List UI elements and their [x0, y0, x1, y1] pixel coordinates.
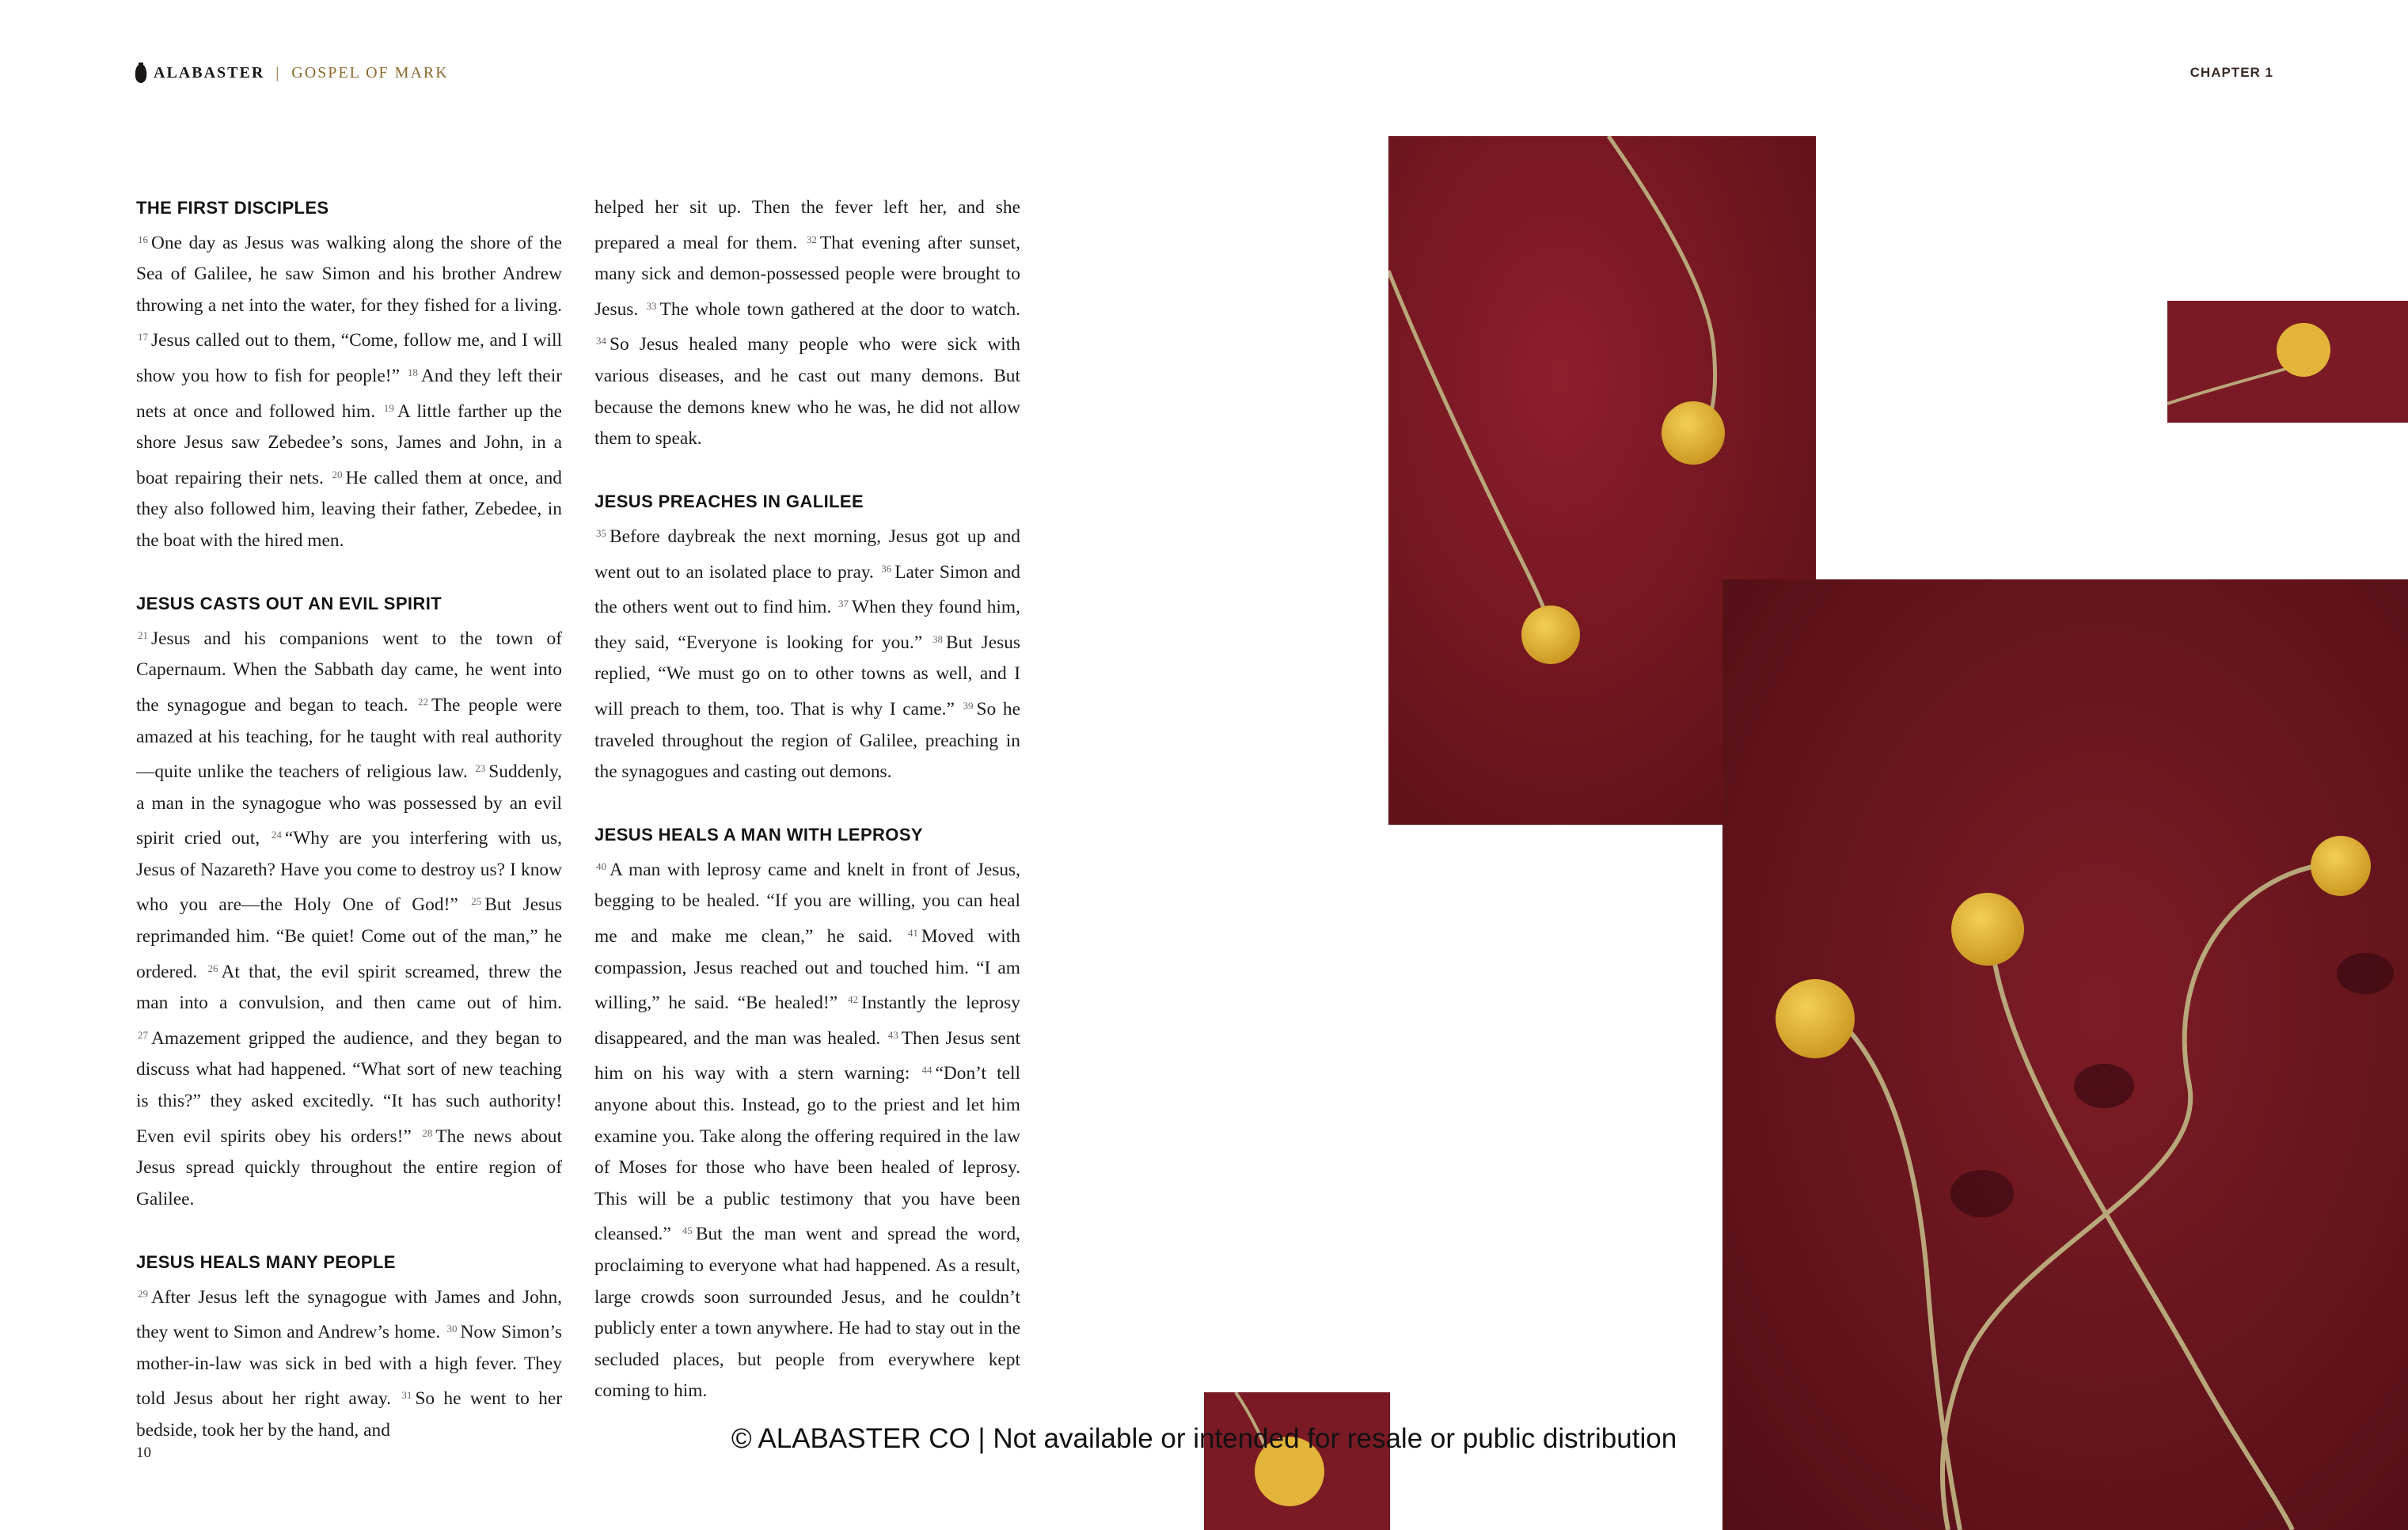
book-title: GOSPEL OF MARK	[291, 63, 449, 82]
verse-text: So he went to her bedside, took her by the hand, and	[136, 1388, 563, 1441]
page-number: 10	[136, 1445, 151, 1461]
verse-text: One day as Jesus was walking along the shore of the Sea of Galilee, he saw Simon and his brother Andrew throwing a net into the water, for they fished for a living.	[136, 232, 562, 316]
verse-text: The people were amazed at his teaching, for he taught with real authority—quite unlike the teachers of religious law.	[136, 694, 562, 783]
brand-name: ALABASTER	[154, 63, 265, 82]
chapter-label: CHAPTER 1	[2190, 65, 2273, 80]
verse-number: 45	[682, 1224, 693, 1237]
watermark: © ALABASTER CO | Not available or intended for resale or public distribution	[731, 1423, 1677, 1454]
verse-text: A man with leprosy came and knelt in front of Jesus, begging to be healed. “If you are willing, you can heal me and make me clean,” he said.	[594, 859, 1020, 947]
verse-text: The whole town gathered at the door to watch.	[659, 298, 1020, 320]
scripture-paragraph	[594, 518, 1020, 788]
header-brand	[135, 62, 449, 84]
verse-text: Before daybreak the next morning, Jesus got up and went out to an isolated place to pray.	[594, 526, 1020, 583]
verse-number: 21	[138, 628, 148, 641]
flower-photo-bottom	[1204, 1392, 1390, 1530]
verse-number: 25	[471, 895, 482, 908]
verse-text: Moved with compassion, Jesus reached out and touched him. “I am willing,” he said. “Be healed!”	[594, 926, 1020, 1014]
verse-number: 36	[881, 562, 892, 575]
verse-number: 43	[887, 1028, 898, 1041]
verse-text: Amazement gripped the audience, and they began to discuss what had happened. “What sort of new teaching is this?” they asked excitedly. “It has such authority! Even evil spirits obey his orders!”	[136, 1027, 562, 1147]
section-heading: JESUS CASTS OUT AN EVIL SPIRIT	[136, 594, 442, 614]
verse-number: 18	[407, 366, 418, 378]
text-column-right	[594, 192, 1020, 1407]
verse-text: That evening after sunset, many sick and demon-possessed people were brought to Jesus.	[594, 232, 1020, 320]
verse-text: The news about Jesus spread quickly throughout the entire region of Galilee.	[136, 1126, 562, 1209]
verse-number: 27	[138, 1028, 148, 1041]
verse-text: helped her sit up. Then the fever left her, and she prepared a meal for them.	[594, 197, 1020, 253]
verse-number: 39	[963, 699, 974, 712]
verse-text: A little farther up the shore Jesus saw Zebedee’s sons, James and John, in a boat repairing their nets.	[136, 401, 562, 488]
verse-text: “Why are you interfering with us, Jesus of Nazareth? Have you come to destroy us? I know who you are—the Holy One of God!”	[136, 828, 563, 916]
verse-number: 28	[422, 1126, 433, 1139]
verse-text: Instantly the leprosy disappeared, and the man was healed.	[594, 993, 1020, 1049]
verse-number: 23	[475, 762, 486, 775]
verse-number: 30	[446, 1323, 458, 1335]
verse-text: “Don’t tell anyone about this. Instead, go to the priest and let him examine you. Take along the offering required in the law of Moses for those who have been healed of leprosy. This will be a public testimony that you have been cleansed.”	[594, 1063, 1020, 1245]
scripture-paragraph	[136, 620, 562, 1216]
flower-photo-large	[1722, 579, 2408, 1530]
verse-number: 40	[596, 860, 606, 872]
section-heading: JESUS HEALS MANY PEOPLE	[136, 1252, 396, 1272]
verse-number: 44	[921, 1064, 932, 1076]
alabaster-jar-icon	[135, 62, 147, 84]
verse-text: Later Simon and the others went out to find him.	[594, 561, 1020, 618]
verse-number: 17	[138, 331, 148, 344]
verse-text: And they left their nets at once and followed him.	[136, 365, 562, 422]
verse-text: But Jesus reprimanded him. “Be quiet! Come out of the man,” he ordered.	[136, 894, 562, 982]
verse-text: When they found him, they said, “Everyone is looking for you.”	[594, 597, 1020, 653]
section-heading: JESUS PREACHES IN GALILEE	[594, 492, 864, 512]
header-separator: |	[275, 63, 281, 82]
scripture-paragraph	[594, 851, 1020, 1407]
verse-number: 26	[207, 962, 218, 974]
scripture-paragraph	[594, 192, 1020, 455]
verse-number: 24	[271, 829, 282, 841]
verse-number: 22	[418, 695, 429, 708]
scripture-paragraph	[136, 1278, 562, 1447]
verse-number: 33	[646, 299, 657, 312]
scripture-paragraph	[136, 224, 562, 557]
verse-number: 35	[596, 526, 606, 539]
verse-number: 41	[907, 927, 918, 940]
verse-text: He called them at once, and they also followed him, leaving their father, Zebedee, in the boat with the hired men.	[136, 467, 562, 551]
verse-text: At that, the evil spirit screamed, threw the man into a convulsion, and then came out of him.	[136, 961, 562, 1014]
verse-text: Now Simon’s mother-in-law was sick in bed with a high fever. They told Jesus about her right away.	[136, 1322, 562, 1410]
verse-text: But the man went and spread the word, proclaiming to everyone what had happened. As a result, large crowds soon surrounded Jesus, and he couldn’t publicly enter a town anywhere. He had to stay out in the secluded places, but people from everywhere kept coming to him.	[594, 1224, 1020, 1402]
verse-text: Jesus and his companions went to the town of Capernaum. When the Sabbath day came, he went into the synagogue and began to teach.	[136, 628, 562, 716]
section-heading: JESUS HEALS A MAN WITH LEPROSY	[594, 825, 923, 845]
verse-number: 34	[596, 335, 606, 347]
verse-number: 16	[138, 233, 148, 245]
verse-number: 32	[806, 233, 817, 245]
verse-text: So he traveled throughout the region of Galilee, preaching in the synagogues and casting out demons.	[594, 698, 1020, 783]
verse-number: 29	[138, 1287, 148, 1300]
verse-text: After Jesus left the synagogue with James and John, they went to Simon and Andrew’s home.	[136, 1286, 562, 1343]
flower-photo-small	[2167, 301, 2408, 423]
verse-number: 20	[332, 468, 343, 480]
verse-number: 31	[401, 1389, 412, 1402]
verse-text: So Jesus healed many people who were sick with various diseases, and he cast out many demons. But because the demons knew who he was, he did not allow them to speak.	[594, 334, 1020, 450]
verse-number: 42	[847, 993, 858, 1006]
verse-number: 19	[383, 401, 394, 414]
section-heading: THE FIRST DISCIPLES	[136, 198, 329, 218]
verse-text: Jesus called out to them, “Come, follow me, and I will show you how to fish for people!”	[136, 330, 562, 386]
verse-text: But Jesus replied, “We must go on to other towns as well, and I will preach to them, too. That is why I came.”	[594, 632, 1020, 719]
text-column-left	[136, 192, 562, 1447]
verse-text: Then Jesus sent him on his way with a stern warning:	[594, 1027, 1020, 1084]
verse-number: 38	[932, 632, 944, 645]
verse-number: 37	[838, 598, 849, 610]
verse-text: Suddenly, a man in the synagogue who was possessed by an evil spirit cried out,	[136, 761, 562, 849]
